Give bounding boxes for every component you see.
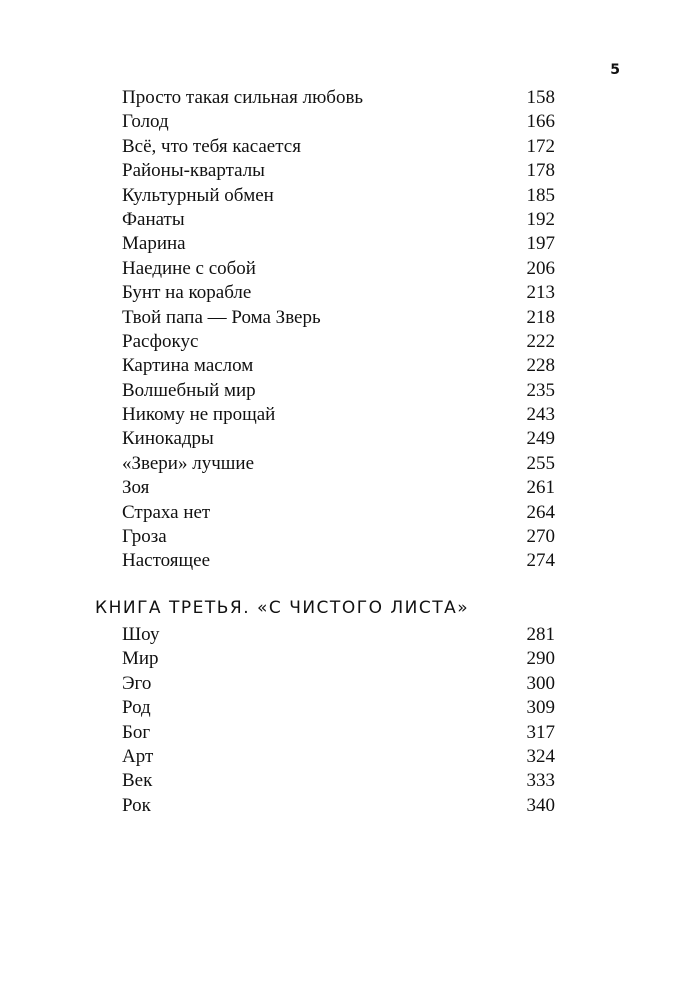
toc-entry-title: Арт (122, 745, 154, 767)
toc-entry-title: Никому не прощай (122, 404, 276, 426)
toc-entry (0, 721, 682, 745)
toc-entry (0, 379, 682, 403)
toc-entry-page: 309 (526, 697, 555, 719)
toc-entry (0, 794, 682, 818)
toc-entry (0, 452, 682, 476)
toc-entry (0, 501, 682, 525)
toc-entry-page: 222 (526, 330, 555, 352)
toc-entry (0, 135, 682, 159)
toc-entry (0, 696, 682, 720)
toc-entry-title: Век (122, 770, 153, 792)
toc-entry (0, 257, 682, 281)
toc-entry-page: 264 (526, 501, 555, 523)
toc-entry-title: Страха нет (122, 501, 211, 523)
toc-entry-title: Бог (122, 721, 151, 743)
toc-entry-page: 178 (526, 160, 555, 182)
toc-entry (0, 232, 682, 256)
toc-entry-page: 228 (526, 355, 555, 377)
toc-entry-title: Рок (122, 794, 151, 816)
toc-entry (0, 330, 682, 354)
toc-entry-page: 324 (526, 745, 555, 767)
toc-entry (0, 281, 682, 305)
toc-entry-page: 172 (526, 135, 555, 157)
toc-entry-title: Марина (122, 233, 186, 255)
toc-entry-page: 300 (526, 672, 555, 694)
toc-entry (0, 159, 682, 183)
toc-entry-title: Гроза (122, 526, 167, 548)
toc-entry-page: 206 (526, 257, 555, 279)
toc-entry-page: 158 (526, 87, 555, 108)
toc-entry-page: 317 (526, 721, 555, 743)
toc-entry (0, 427, 682, 451)
toc-entry-title: «Звери» лучшие (122, 452, 254, 474)
toc-entry-title: Наедине с собой (122, 257, 256, 279)
toc-list (0, 86, 682, 574)
toc-entry (0, 672, 682, 696)
toc-entry-page: 197 (526, 233, 555, 255)
toc-entry (0, 184, 682, 208)
toc-entry-title: Районы-кварталы (122, 160, 265, 182)
toc-entry-title: Фанаты (122, 208, 185, 230)
toc-entry-page: 255 (526, 452, 555, 474)
toc-entry-title: Кинокадры (122, 428, 214, 450)
toc-entry-title: Картина маслом (122, 355, 254, 377)
toc-entry (0, 623, 682, 647)
toc-entry-page: 281 (526, 624, 555, 645)
toc-entry (0, 769, 682, 793)
toc-entry-page: 166 (526, 111, 555, 133)
toc-entry-page: 249 (526, 428, 555, 450)
toc-entry-title: Мир (122, 648, 159, 670)
section-heading: КНИГА ТРЕТЬЯ. «С ЧИСТОГО ЛИСТА» (95, 598, 470, 618)
toc-entry (0, 476, 682, 500)
toc-entry (0, 208, 682, 232)
toc-entry-title: Всё, что тебя касается (122, 135, 301, 157)
toc-entry-title: Волшебный мир (122, 379, 256, 401)
toc-entry-title: Просто такая сильная любовь (122, 87, 364, 108)
toc-entry-page: 235 (526, 379, 555, 401)
toc-entry-page: 270 (526, 526, 555, 548)
toc-entry-title: Зоя (122, 477, 150, 499)
toc-entry-page: 290 (526, 648, 555, 670)
toc-entry-page: 218 (526, 306, 555, 328)
toc-entry-title: Культурный обмен (122, 184, 274, 206)
toc-list-book3 (0, 623, 682, 818)
toc-entry (0, 549, 682, 573)
toc-entry-page: 213 (526, 282, 555, 304)
toc-entry-page: 340 (526, 794, 555, 816)
toc-entry (0, 306, 682, 330)
toc-entry-page: 274 (526, 550, 555, 572)
toc-entry-title: Род (122, 697, 151, 719)
toc-entry-title: Шоу (122, 624, 160, 645)
toc-entry (0, 110, 682, 134)
toc-entry (0, 525, 682, 549)
page-number: 5 (610, 62, 620, 78)
toc-entry-page: 243 (526, 404, 555, 426)
toc-entry (0, 647, 682, 671)
toc-entry (0, 745, 682, 769)
toc-entry-title: Твой папа — Рома Зверь (122, 306, 321, 328)
toc-entry-title: Эго (122, 672, 152, 694)
toc-entry-page: 261 (526, 477, 555, 499)
toc-entry (0, 403, 682, 427)
toc-entry (0, 86, 682, 110)
toc-entry-title: Расфокус (122, 330, 199, 352)
toc-entry-page: 192 (526, 208, 555, 230)
toc-entry-page: 185 (526, 184, 555, 206)
toc-entry (0, 354, 682, 378)
toc-entry-title: Настоящее (122, 550, 211, 572)
toc-entry-page: 333 (526, 770, 555, 792)
toc-entry-title: Голод (122, 111, 169, 133)
toc-entry-title: Бунт на корабле (122, 282, 252, 304)
